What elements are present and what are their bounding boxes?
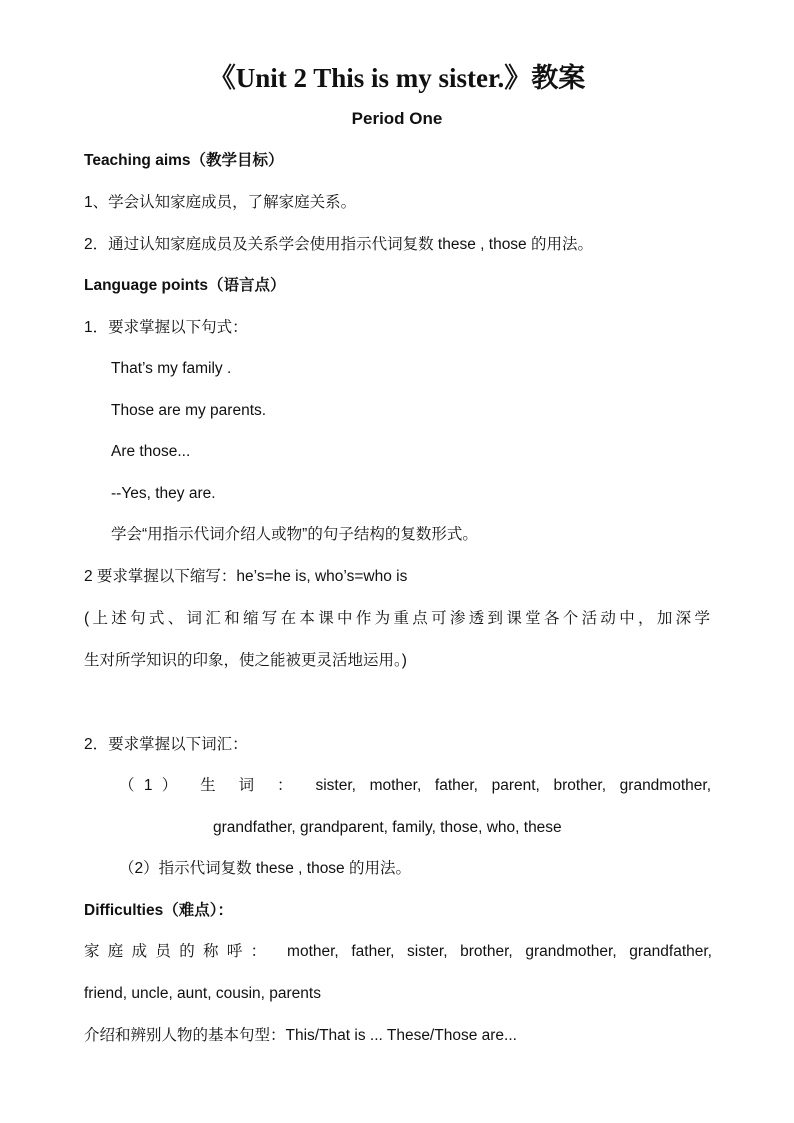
note-line-1: (上述句式、词汇和缩写在本课中作为重点可渗透到课堂各个活动中，加深学 <box>84 610 710 627</box>
difficulty-1-continued: friend, uncle, aunt, cousin, parents <box>84 985 321 1002</box>
sentence-4: --Yes, they are. <box>111 485 216 502</box>
document-title: 《Unit 2 This is my sister.》教案 <box>208 63 586 93</box>
difficulty-2: 介绍和辨别人物的基本句型：This/That is ... These/Those are... <box>84 1027 517 1044</box>
sentence-3: Are those... <box>111 443 191 460</box>
sentence-2: Those are my parents. <box>111 402 267 419</box>
language-point-2: 2 要求掌握以下缩写：he’s=he is, who’s=who is <box>84 568 408 585</box>
vocab-1-continued: grandfather, grandparent, family, those, who, these <box>213 819 562 836</box>
difficulties-heading: Difficulties（难点）： <box>84 902 233 919</box>
aim-1: 1、学会认知家庭成员，了解家庭关系。 <box>84 194 357 211</box>
aim-2: 2．通过认知家庭成员及关系学会使用指示代词复数 these , those 的用法。 <box>84 236 593 253</box>
vocab-2: （2）指示代词复数 these , those 的用法。 <box>119 860 411 877</box>
difficulty-1: 家庭成员的称呼： mother, father, sister, brother, grandmother, grandfather, <box>84 943 712 960</box>
vocab-1: （1） 生 词 ： sister, mother, father, parent, brother, grandmother, <box>119 777 711 794</box>
document-subtitle: Period One <box>351 109 443 128</box>
teaching-aims-heading: Teaching aims（教学目标） <box>84 152 284 169</box>
language-points-heading: Language points（语言点） <box>84 277 286 294</box>
language-point-3: 2．要求掌握以下词汇： <box>84 736 248 753</box>
sentence-1: That’s my family . <box>111 360 232 377</box>
language-point-1: 1．要求掌握以下句式： <box>84 319 248 336</box>
note-line-2: 生对所学知识的印象，使之能被更灵活地运用。) <box>84 652 407 669</box>
sentence-note: 学会“用指示代词介绍人或物”的句子结构的复数形式。 <box>111 526 478 543</box>
